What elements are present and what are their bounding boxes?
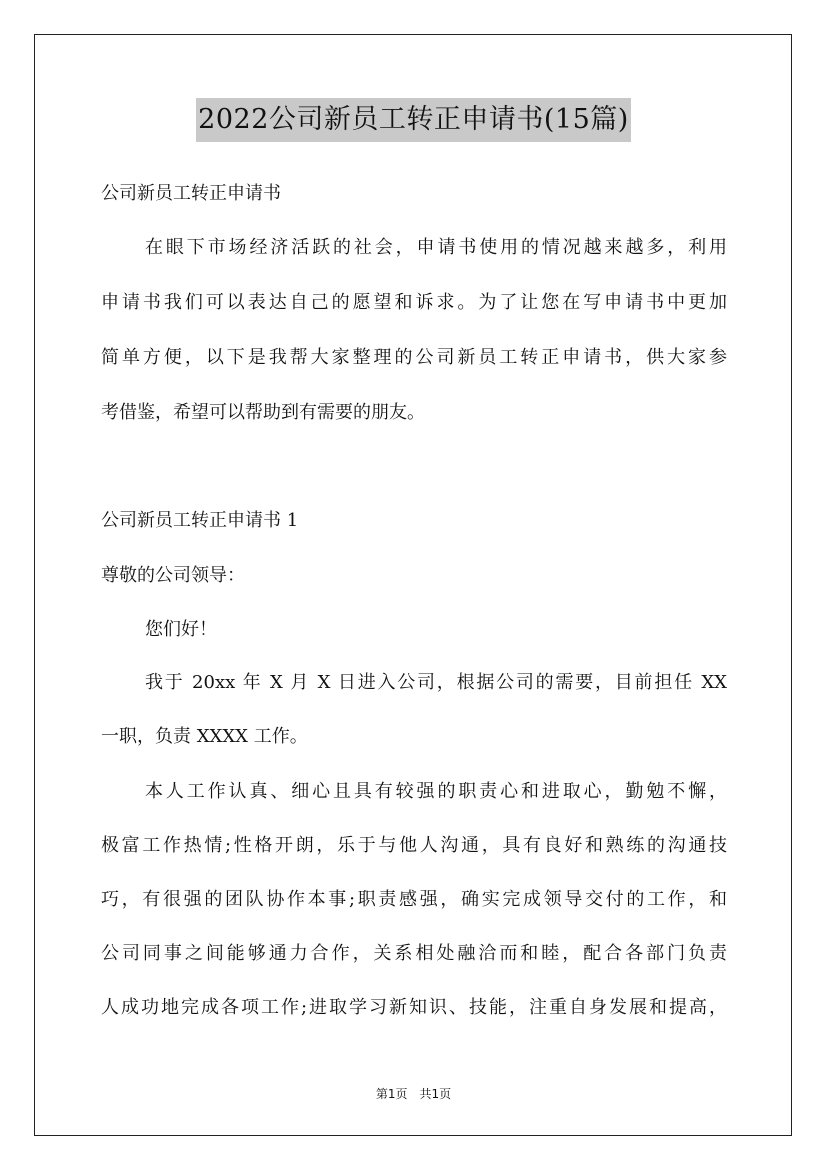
title-container (0, 98, 827, 142)
page-footer: 第1页 共1页 (375, 1087, 452, 1101)
intro-line-3: 简单方便，以下是我帮大家整理的公司新员工转正申请书，供大家参 (101, 347, 727, 368)
para2-line-2: 极富工作热情;性格开朗，乐于与他人沟通，具有良好和熟练的沟通技 (101, 835, 727, 856)
document-title: 2022公司新员工转正申请书(15篇) (196, 98, 631, 142)
para1-line-2: 一职，负责 XXXX 工作。 (101, 726, 308, 747)
intro-line-4: 考借鉴，希望可以帮助到有需要的朋友。 (101, 402, 425, 423)
para1-line-1: 我于 20xx 年 X 月 X 日进入公司，根据公司的需要，目前担任 XX (145, 672, 727, 693)
greeting: 您们好！ (145, 619, 217, 640)
salutation: 尊敬的公司领导： (101, 565, 245, 586)
intro-line-2: 申请书我们可以表达自己的愿望和诉求。为了让您在写申请书中更加 (101, 292, 727, 313)
para2-line-5: 人成功地完成各项工作;进取学习新知识、技能，注重自身发展和提高， (101, 997, 727, 1018)
intro-heading: 公司新员工转正申请书 (101, 183, 281, 204)
para2-line-1: 本人工作认真、细心且具有较强的职责心和进取心，勤勉不懈， (145, 781, 727, 802)
intro-line-1: 在眼下市场经济活跃的社会，申请书使用的情况越来越多，利用 (145, 237, 727, 258)
para2-line-3: 巧，有很强的团队协作本事;职责感强，确实完成领导交付的工作，和 (101, 889, 727, 910)
para2-line-4: 公司同事之间能够通力合作，关系相处融洽而和睦，配合各部门负责 (101, 943, 727, 964)
section-heading: 公司新员工转正申请书 1 (101, 510, 299, 531)
